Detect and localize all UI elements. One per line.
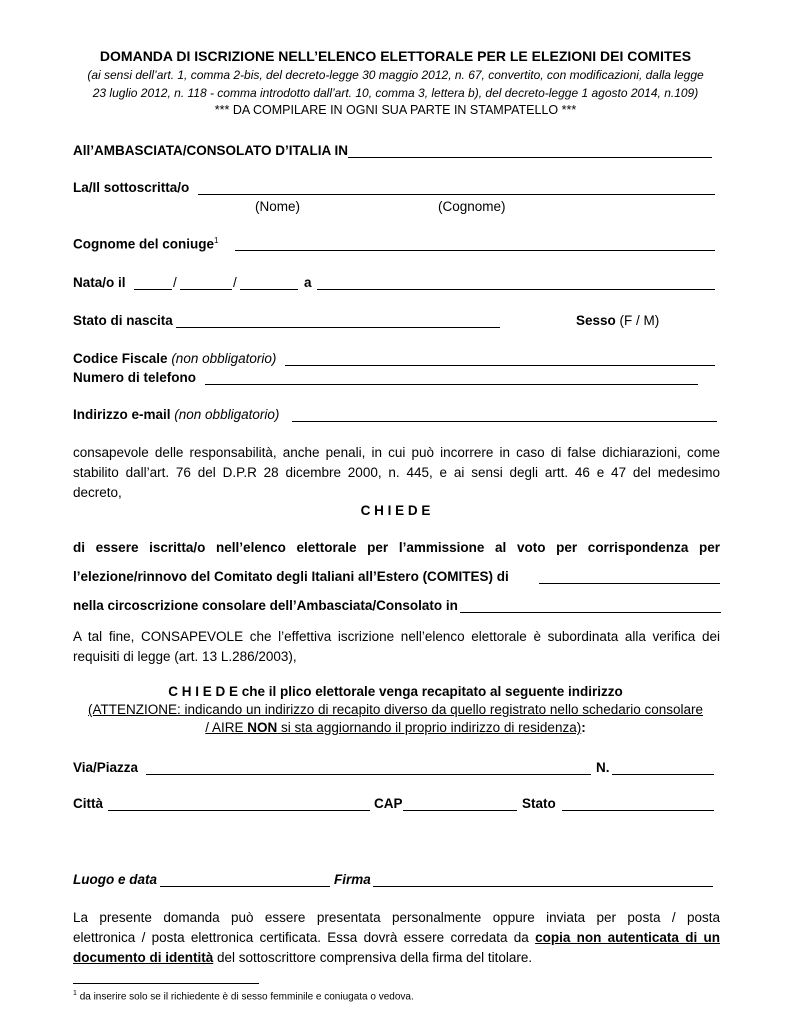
telefono-field[interactable] xyxy=(205,384,698,385)
nascita-giorno-field[interactable] xyxy=(134,289,172,290)
firma-field[interactable] xyxy=(373,886,713,887)
sottoscritto-label: La/Il sottoscritta/o xyxy=(73,180,190,195)
luogo-nascita-label: a xyxy=(304,275,312,290)
numero-label: N. xyxy=(596,760,610,775)
codice-fiscale-field[interactable] xyxy=(285,365,715,366)
cognome-hint: (Cognome) xyxy=(438,199,506,214)
sesso-group[interactable] xyxy=(576,313,659,328)
legal-reference-line-2: 23 luglio 2012, n. 118 - comma introdotto dall’art. 10, comma 3, lettera b), del decreto-legge 1 agosto 2014, n.109) xyxy=(92,86,699,100)
consapevole-paragraph: consapevole delle responsabilità, anche penali, in cui può incorrere in caso di false dichiarazioni, come stabilito dall’art. 76 del D.P.R 28 dicembre 2000, n. 445, e ai sensi degli artt. 46 e 47 del medesimo decreto, xyxy=(73,445,720,500)
nato-label: Nata/o il xyxy=(73,275,126,290)
ambasciata-label: All’AMBASCIATA/CONSOLATO D’ITALIA IN xyxy=(73,143,348,158)
footnote-separator xyxy=(73,983,259,984)
request-line-3: nella circoscrizione consolare dell’Ambasciata/Consolato in xyxy=(73,598,458,613)
circoscrizione-field[interactable] xyxy=(460,612,721,613)
codice-fiscale-label: Codice Fiscale (non obbligatorio) xyxy=(73,351,277,366)
closing-paragraph: La presente domanda può essere presentata personalmente oppure inviata per posta / posta elettronica / posta elettronica certificata. Essa dovrà essere corredata da copia non autenticata di un documento di identità del sottoscrittore comprensiva della firma del titolare. xyxy=(73,910,720,965)
ambasciata-field[interactable] xyxy=(348,157,712,158)
comites-field[interactable] xyxy=(539,583,720,584)
sesso-label: Sesso xyxy=(576,313,616,328)
cognome-coniuge-label: Cognome del coniuge$^1$ xyxy=(73,236,219,252)
cognome-coniuge-field[interactable] xyxy=(235,250,715,251)
luogo-data-field[interactable] xyxy=(160,886,330,887)
date-slash-1: / xyxy=(173,275,177,290)
tal-fine-paragraph: A tal fine, CONSAPEVOLE che l’effettiva iscrizione nell’elenco elettorale è subordinata alla verifica dei requisiti di legge (art. 13 L.286/2003), xyxy=(73,629,720,664)
stato-nascita-label: Stato di nascita xyxy=(73,313,173,328)
legal-reference-line-1: (ai sensi dell’art. 1, comma 2-bis, del decreto-legge 30 maggio 2012, n. 67, convertito, con modificazioni, dalla legge xyxy=(87,68,704,82)
luogo-nascita-field[interactable] xyxy=(317,289,715,290)
attenzione-line-2: / AIRE NON si sta aggiornando il proprio indirizzo di residenza): xyxy=(205,720,586,735)
telefono-label: Numero di telefono xyxy=(73,370,197,385)
numero-field[interactable] xyxy=(612,774,714,775)
cap-label: CAP xyxy=(374,796,403,811)
cap-field[interactable] xyxy=(403,810,517,811)
chiede-heading: C H I E D E xyxy=(360,503,431,518)
nome-cognome-field[interactable] xyxy=(198,194,715,195)
email-label: Indirizzo e-mail (non obbligatorio) xyxy=(73,407,280,422)
luogo-data-label: Luogo e data xyxy=(73,872,157,887)
nome-hint: (Nome) xyxy=(255,199,301,214)
stato-nascita-field[interactable] xyxy=(176,327,500,328)
email-field[interactable] xyxy=(292,421,717,422)
form-title: DOMANDA DI ISCRIZIONE NELL’ELENCO ELETTORALE PER LE ELEZIONI DEI COMITES xyxy=(99,48,692,64)
footnote: $^1$ da inserire solo se il richiedente è di sesso femminile e coniugata o vedova. xyxy=(73,990,414,1003)
request-line-2: l’elezione/rinnovo del Comitato degli Italiani all’Estero (COMITES) di xyxy=(73,569,509,584)
sesso-options: (F / M) xyxy=(619,313,660,328)
nascita-anno-field[interactable] xyxy=(240,289,298,290)
firma-label: Firma xyxy=(334,872,371,887)
date-slash-2: / xyxy=(233,275,237,290)
footnote-ref: 1 xyxy=(214,236,219,245)
citta-label: Città xyxy=(73,796,103,811)
stato-field[interactable] xyxy=(562,810,714,811)
citta-field[interactable] xyxy=(108,810,370,811)
via-label: Via/Piazza xyxy=(73,760,139,775)
stato-label: Stato xyxy=(522,796,556,811)
request-line-1: di essere iscritta/o nell’elenco elettorale per l’ammissione al voto per corrispondenza per xyxy=(73,540,720,555)
attenzione-line-1: (ATTENZIONE: indicando un indirizzo di recapito diverso da quello registrato nello schedario consolare xyxy=(87,702,704,717)
nascita-mese-field[interactable] xyxy=(180,289,232,290)
via-field[interactable] xyxy=(146,774,591,775)
fill-instruction: *** DA COMPILARE IN OGNI SUA PARTE IN STAMPATELLO *** xyxy=(214,103,577,117)
chiede-plico-heading: C H I E D E che il plico elettorale venga recapitato al seguente indirizzo xyxy=(168,684,623,699)
